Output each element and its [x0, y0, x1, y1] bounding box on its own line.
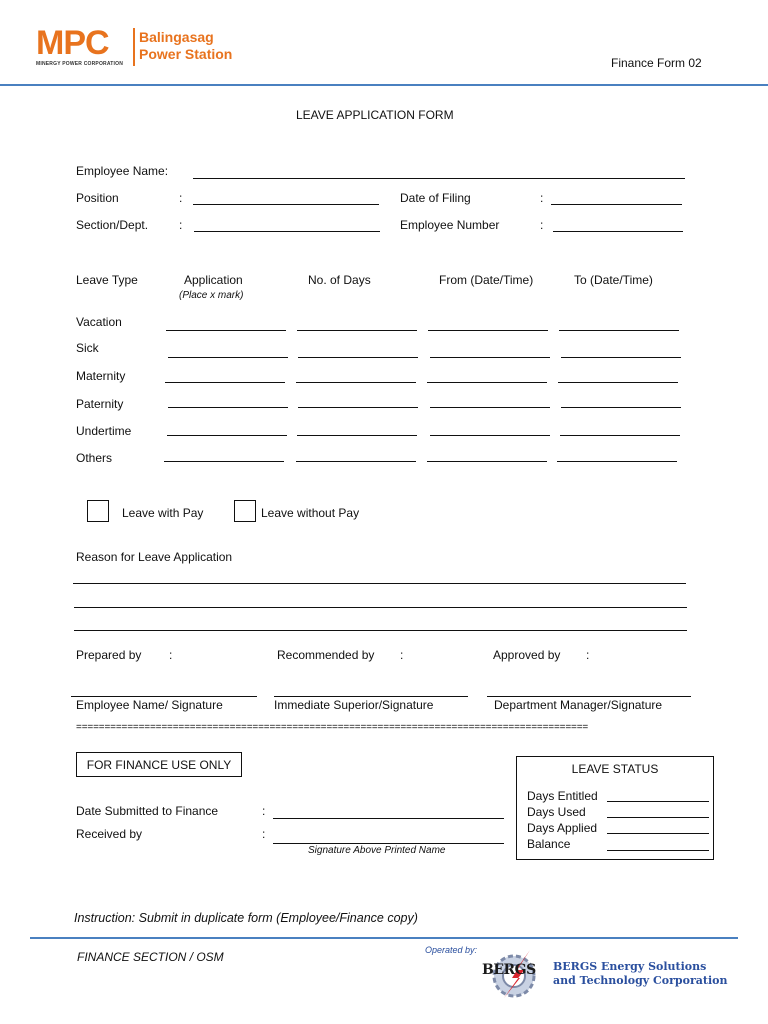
days-field[interactable] — [298, 407, 418, 408]
date-submitted-colon: : — [262, 804, 266, 818]
header-divider — [0, 84, 768, 86]
to-field[interactable] — [561, 407, 681, 408]
to-field[interactable] — [560, 435, 680, 436]
position-label: Position — [76, 191, 119, 205]
days-used-label: Days Used — [527, 805, 586, 819]
separator-line: ========================================================================================== — [76, 722, 589, 733]
received-by-colon: : — [262, 827, 266, 841]
section-field[interactable] — [194, 231, 380, 232]
recommended-by-colon: : — [400, 648, 404, 662]
days-field[interactable] — [297, 330, 417, 331]
days-field[interactable] — [297, 435, 417, 436]
date-filing-label: Date of Filing — [400, 191, 471, 205]
manager-signature-caption: Department Manager/Signature — [494, 698, 663, 712]
signature-caption: Signature Above Printed Name — [308, 845, 446, 856]
finance-use-box — [76, 752, 242, 777]
application-field[interactable] — [164, 461, 284, 462]
reason-label: Reason for Leave Application — [76, 550, 233, 564]
leave-without-pay-checkbox[interactable] — [234, 500, 256, 522]
leave-status-title: LEAVE STATUS — [571, 762, 659, 776]
prepared-by-colon: : — [169, 648, 173, 662]
page-title: LEAVE APPLICATION FORM — [296, 108, 454, 122]
employee-number-colon: : — [540, 218, 544, 232]
prepared-by-label: Prepared by — [76, 648, 142, 662]
employee-name-label: Employee Name: — [76, 164, 169, 178]
mpc-logo-text: MPC — [36, 24, 109, 62]
leave-without-pay-label: Leave without Pay — [261, 506, 360, 520]
superior-signature-caption: Immediate Superior/Signature — [274, 698, 434, 712]
received-by-field[interactable] — [273, 843, 504, 844]
date-filing-colon: : — [540, 191, 544, 205]
days-field[interactable] — [298, 357, 418, 358]
employee-signature-line[interactable] — [71, 696, 257, 697]
col-days: No. of Days — [308, 273, 371, 287]
date-submitted-label: Date Submitted to Finance — [76, 804, 219, 818]
col-application-note: (Place x mark) — [179, 290, 244, 301]
instruction-text: Instruction: Submit in duplicate form (Employee/Finance copy) — [74, 911, 418, 925]
application-field[interactable] — [168, 357, 288, 358]
from-field[interactable] — [430, 357, 550, 358]
from-field[interactable] — [428, 330, 548, 331]
days-entitled-label: Days Entitled — [527, 789, 598, 803]
reason-line-2[interactable] — [74, 607, 687, 608]
days-used-field[interactable] — [607, 817, 709, 818]
employee-number-label: Employee Number — [400, 218, 500, 232]
days-applied-field[interactable] — [607, 833, 709, 834]
date-filing-field[interactable] — [551, 204, 682, 205]
leave-row-label: Maternity — [76, 369, 126, 383]
leave-row-label: Others — [76, 451, 113, 465]
balance-field[interactable] — [607, 850, 709, 851]
date-submitted-field[interactable] — [273, 818, 504, 819]
employee-name-field[interactable] — [193, 178, 685, 179]
station-line1: Balingasag — [139, 29, 214, 45]
bergs-logo — [478, 948, 550, 1000]
employee-signature-caption: Employee Name/ Signature — [76, 698, 223, 712]
mpc-logo — [36, 26, 132, 70]
section-colon: : — [179, 218, 183, 232]
reason-line-3[interactable] — [74, 630, 687, 631]
days-field[interactable] — [296, 461, 416, 462]
company-name-line2: and Technology Corporation — [553, 974, 728, 987]
superior-signature-line[interactable] — [274, 696, 468, 697]
application-field[interactable] — [166, 330, 286, 331]
leave-with-pay-checkbox[interactable] — [87, 500, 109, 522]
to-field[interactable] — [561, 357, 681, 358]
from-field[interactable] — [430, 435, 550, 436]
col-from: From (Date/Time) — [439, 273, 534, 287]
operated-by-label: Operated by: — [425, 945, 478, 955]
received-by-label: Received by — [76, 827, 143, 841]
days-entitled-field[interactable] — [607, 801, 709, 802]
reason-line-1[interactable] — [73, 583, 686, 584]
manager-signature-line[interactable] — [487, 696, 691, 697]
bergs-logo-text: BERGS — [482, 962, 536, 978]
to-field[interactable] — [558, 382, 678, 383]
leave-row-label: Sick — [76, 341, 99, 355]
footer-section: FINANCE SECTION / OSM — [77, 950, 224, 964]
approved-by-label: Approved by — [493, 648, 561, 662]
station-line2: Power Station — [139, 46, 233, 62]
days-applied-label: Days Applied — [527, 821, 598, 835]
recommended-by-label: Recommended by — [277, 648, 375, 662]
finance-use-label: FOR FINANCE USE ONLY — [86, 758, 232, 772]
leave-with-pay-label: Leave with Pay — [122, 506, 204, 520]
to-field[interactable] — [557, 461, 677, 462]
leave-row-label: Paternity — [76, 397, 124, 411]
days-field[interactable] — [296, 382, 416, 383]
leave-row-label: Vacation — [76, 315, 122, 329]
from-field[interactable] — [427, 461, 547, 462]
from-field[interactable] — [427, 382, 547, 383]
to-field[interactable] — [559, 330, 679, 331]
mpc-logo-subtext: MINERGY POWER CORPORATION — [36, 61, 124, 67]
col-leave-type: Leave Type — [76, 273, 138, 287]
form-number: Finance Form 02 — [611, 56, 702, 70]
approved-by-colon: : — [586, 648, 590, 662]
employee-number-field[interactable] — [553, 231, 683, 232]
col-application: Application — [184, 273, 243, 287]
company-name-line1: BERGS Energy Solutions — [553, 960, 707, 973]
col-to: To (Date/Time) — [574, 273, 653, 287]
position-colon: : — [179, 191, 183, 205]
balance-label: Balance — [527, 837, 571, 851]
leave-row-label: Undertime — [76, 424, 132, 438]
position-field[interactable] — [193, 204, 379, 205]
from-field[interactable] — [430, 407, 550, 408]
logo-divider — [133, 28, 135, 66]
section-label: Section/Dept. — [76, 218, 149, 232]
application-field[interactable] — [165, 382, 285, 383]
application-field[interactable] — [167, 435, 287, 436]
application-field[interactable] — [168, 407, 288, 408]
footer-divider — [30, 937, 738, 939]
leave-status-box — [516, 756, 714, 860]
